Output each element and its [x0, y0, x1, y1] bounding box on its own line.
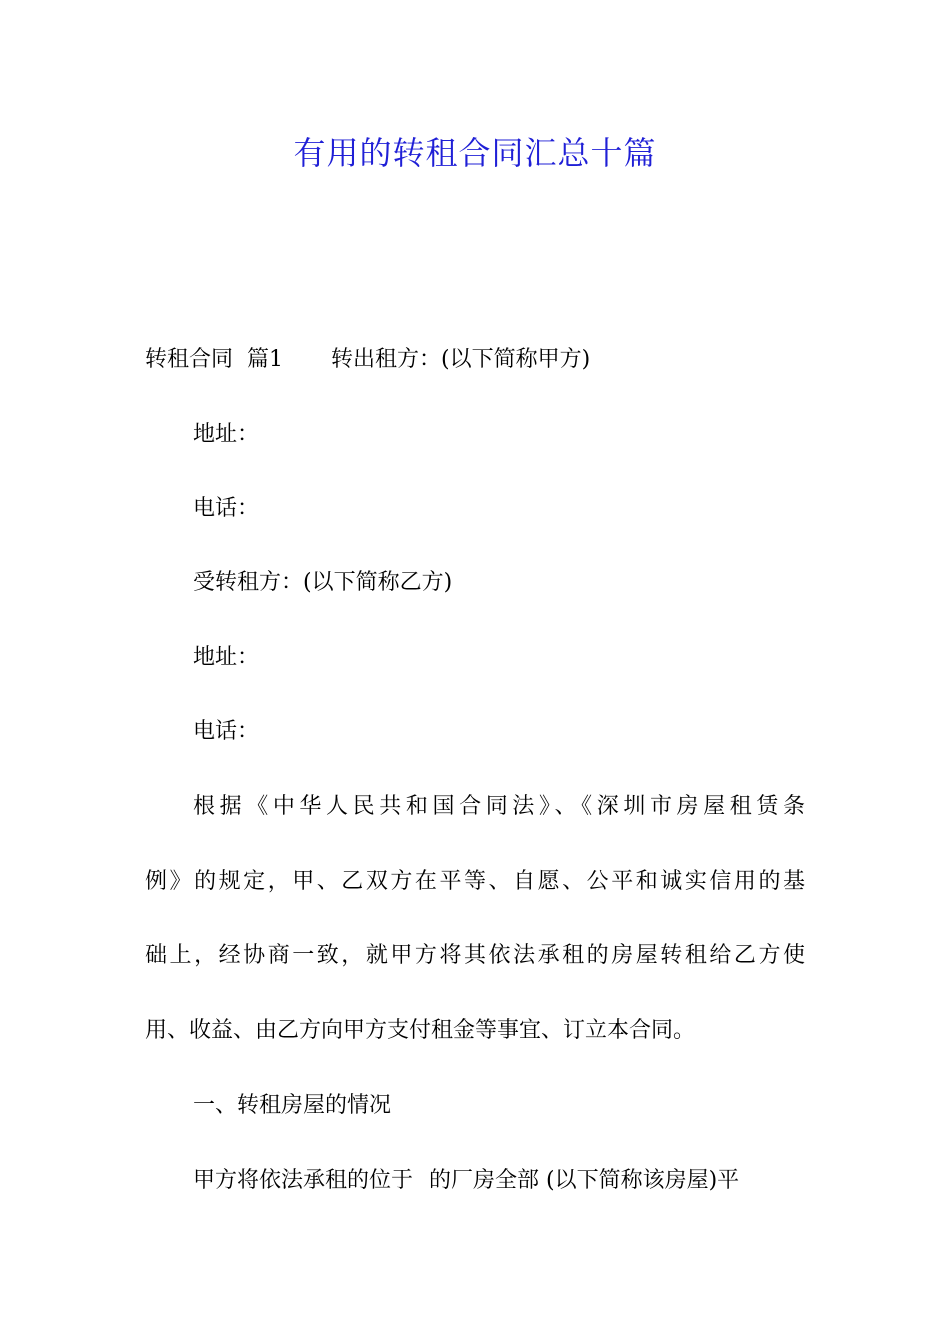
heading-section: 篇1 — [247, 347, 284, 372]
paragraph-line: 用、收益、由乙方向甲方支付租金等事宜、订立本合同。 — [145, 1018, 696, 1043]
section-line-part-a: 甲方将依法承租的位于 — [193, 1168, 414, 1193]
paragraph-line: 根据《中华人民共和国合同法》、《深圳市房屋租赁条 — [193, 794, 805, 819]
heading-party: 转出租方：(以下简称甲方) — [331, 347, 591, 372]
lessor-address: 地址： — [193, 422, 260, 447]
lessee-address: 地址： — [193, 645, 260, 670]
document-title: 有用的转租合同汇总十篇 — [293, 134, 657, 172]
lessee-party: 受转租方：(以下简称乙方) — [193, 570, 453, 595]
section-line-part-b: 的厂房全部 (以下简称该房屋)平 — [429, 1168, 740, 1193]
paragraph-line: 础上，经协商一致，就甲方将其依法承租的房屋转租给乙方使 — [145, 943, 805, 968]
heading-prefix: 转租合同 — [145, 347, 234, 372]
lessee-phone: 电话： — [193, 719, 260, 744]
contract-heading-line — [145, 345, 805, 375]
section-heading: 一、转租房屋的情况 — [193, 1093, 392, 1118]
lessor-phone: 电话： — [193, 496, 260, 521]
paragraph-line: 例》的规定，甲、乙双方在平等、自愿、公平和诚实信用的基 — [145, 869, 805, 894]
section-line — [193, 1166, 805, 1196]
